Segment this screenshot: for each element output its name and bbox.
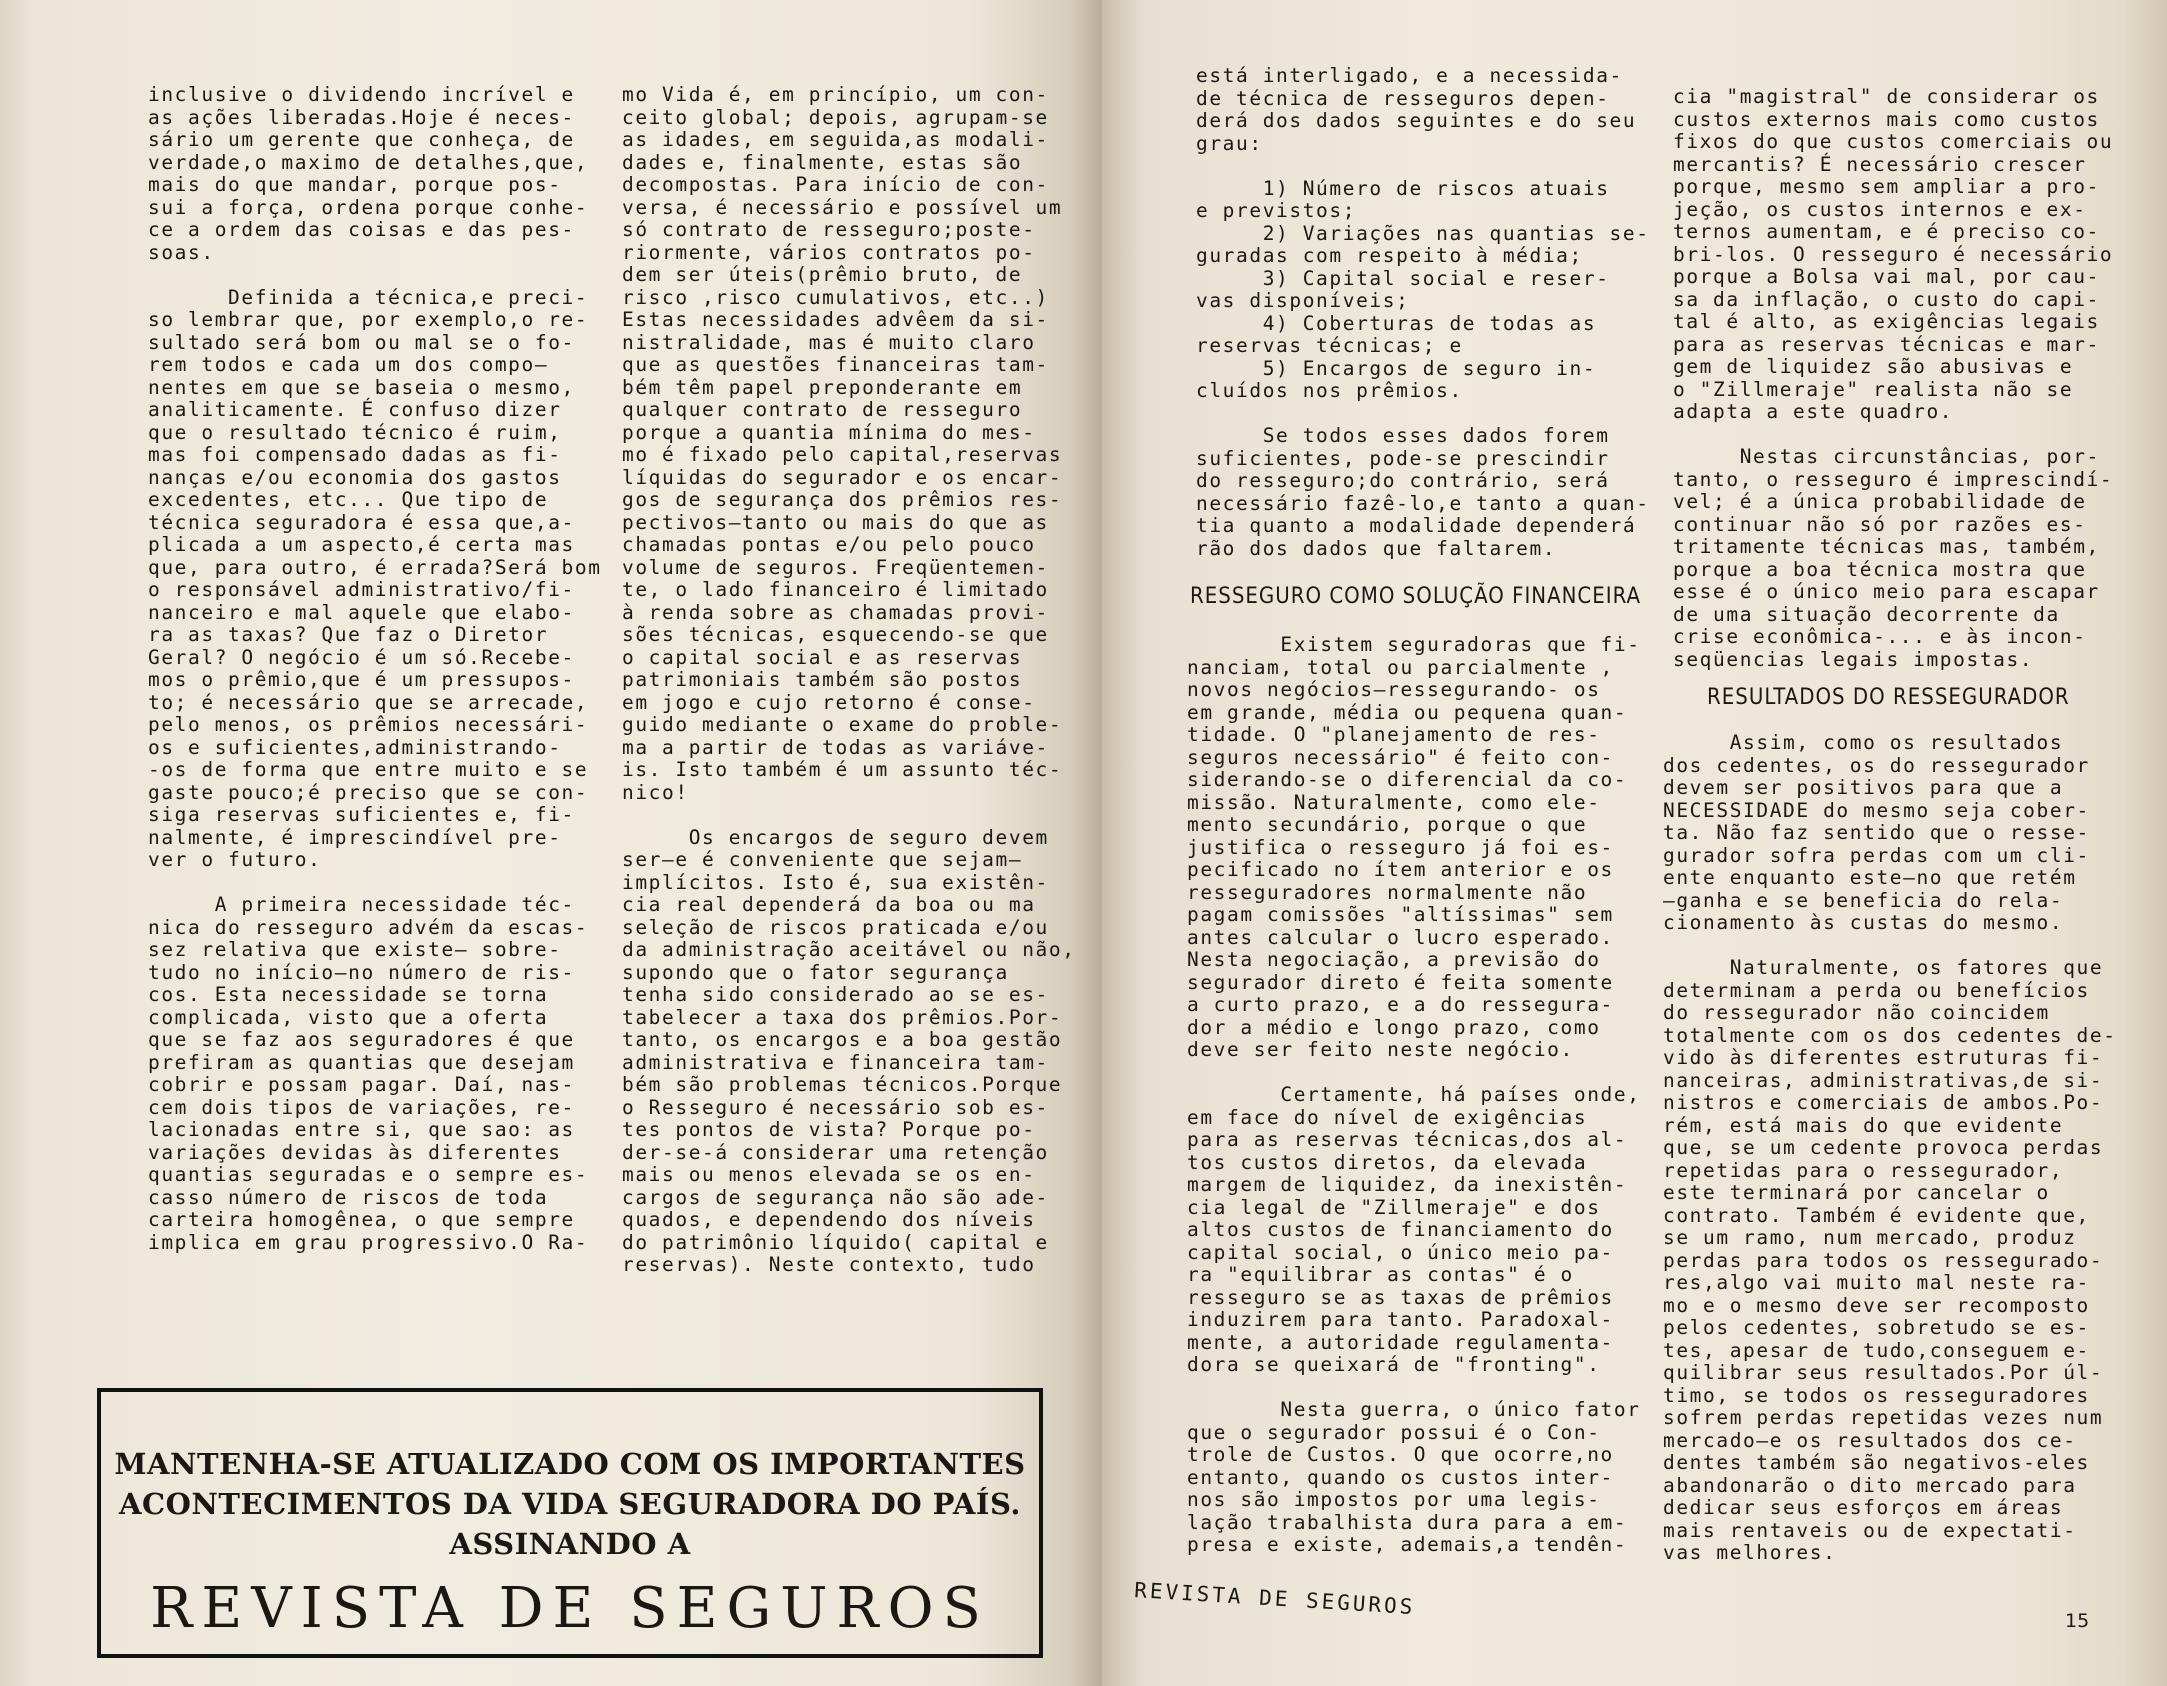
- text-column-3-bottom: Existem seguradoras que fi- nanciam, total ou parcialmente , novos negócios—ressegurando- os em grande, média ou pequena quan- tidade. O "planejamento de res- seguros necessário" é feito con- siderando-se o diferencial da co- missão. Naturalmente, como ele- mento secundário, porque o que justifica o resseguro já foi es- pecificado no ítem anterior e os resseguradores normalmente não pagam comissões "altíssimas" sem antes calcular o lucro esperado. Nesta negociação, a previsão do segurador direto é feita somente a curto prazo, e a do ressegura- dor a médio e longo prazo, como deve ser feito neste negócio. Certamente, há países onde, em face do nível de exigências para as reservas técnicas,dos al- tos custos diretos, da elevada margem de liquidez, da inexistên- cia legal de "Zillmeraje" e dos altos custos de financiamento do capital social, o único meio pa- ra "equilibrar as contas" é o resseguro se as taxas de prêmios induzirem para tanto. Paradoxal- mente, a autoridade regulamenta- dora se queixará de "fronting". Nesta guerra, o único fator que o segurador possui é o Con- trole de Custos. O que ocorre,no entanto, quando os custos inter- nos são impostos por uma legis- lação trabalhista dura para a em- presa e existe, ademais,a tendên-: [1187, 633, 1641, 1556]
- text-column-2: mo Vida é, em princípio, um con- ceito global; depois, agrupam-se as idades, em seguida,as modali- dades e, finalmente, estas são decompostas. Para início de con- versa, é necessário e possível um só contrato de resseguro;poste- riormente, vários contratos po- dem ser úteis(prêmio bruto, de risco ,risco cumulativos, etc..) Estas necessidades advêem da si- nistralidade, mas é muito claro que as questões financeiras tam- bém têm papel preponderante em qualquer contrato de resseguro porque a quantia mínima do mes- mo é fixado pelo capital,reservas líquidas do segurador e os encar- gos de segurança dos prêmios res- pectivos—tanto ou mais do que as chamadas pontas e/ou pelo pouco volume de seguros. Freqüentemen- te, o lado financeiro é limitado à renda sobre as chamadas provi- sões técnicas, esquecendo-se que o capital social e as reservas patrimoniais também são postos em jogo e cujo retorno é conse- guido mediante o exame do proble- ma a partir de todas as variáve- is. Isto também é um assunto téc- nico! Os encargos de seguro devem ser—e é conveniente que sejam— implícitos. Isto é, sua existên- cia real dependerá da boa ou ma seleção de riscos praticada e/ou da administração aceitável ou não, supondo que o fator segurança tenha sido considerado ao se es- tabelecer a taxa dos prêmios.Por- tanto, os encargos e a boa gestão administrativa e financeira tam- bém são problemas técnicos.Porque o Resseguro é necessário sob es- tes pontos de vista? Porque po- der-se-á considerar uma retenção mais ou menos elevada se os en- cargos de segurança não são ade- quados, e dependendo dos níveis do patrimônio líquido( capital e reservas). Neste contexto, tudo: [622, 83, 1076, 1276]
- subscription-ad-box: [97, 1388, 1043, 1658]
- ad-line-3: ASSINANDO A: [449, 1527, 691, 1561]
- text-column-4-top: cia "magistral" de considerar os custos externos mais como custos fixos do que custos comerciais ou mercantis? É necessário crescer porque, mesmo sem ampliar a pro- jeção, os custos internos e ex- ternos aumentam, e é preciso co- bri-los. O resseguro é necessário porque a Bolsa vai mal, por cau- sa da inflação, o custo do capi- tal é alto, as exigências legais para as reservas técnicas e mar- gem de liquidez são abusivas e o "Zillmeraje" realista não se adapta a este quadro. Nestas circunstâncias, por- tanto, o resseguro é imprescindí- vel; é a única probabilidade de continuar não só por razões es- tritamente técnicas mas, também, porque a boa técnica mostra que esse é o único meio para escapar de uma situação decorrente da crise econômica-... e às incon- seqüencias legais impostas.: [1673, 85, 2114, 671]
- section-heading-ressegurador: RESULTADOS DO RESSEGURADOR: [1707, 685, 2070, 710]
- ad-line-1: MANTENHA-SE ATUALIZADO COM OS IMPORTANTES: [114, 1447, 1026, 1481]
- section-heading-financeira: RESSEGURO COMO SOLUÇÃO FINANCEIRA: [1190, 584, 1641, 609]
- right-page: [1102, 0, 2167, 1686]
- page-number: 15: [2065, 1610, 2090, 1632]
- ad-magazine-title: REVISTA DE SEGUROS: [150, 1576, 990, 1641]
- text-column-4-bottom: Assim, como os resultados dos cedentes, os do ressegurador devem ser positivos para que a NECESSIDADE do mesmo seja cober- ta. Não faz sentido que o resse- gurador sofra perdas com um cli- ente enquanto este—no que retém —ganha e se beneficia do rela- cionamento às custas do mesmo. Naturalmente, os fatores que determinam a perda ou benefícios do ressegurador não coincidem totalmente com os dos cedentes de- vido às diferentes estruturas fi- nanceiras, administrativas,de si- nistros e comerciais de ambos.Po- rém, está mais do que evidente que, se um cedente provoca perdas repetidas para o ressegurador, este terminará por cancelar o contrato. Também é evidente que, se um ramo, num mercado, produz perdas para todos os ressegurado- res,algo vai muito mal neste ra- mo e o mesmo deve ser recomposto pelos cedentes, sobretudo se es- tes, apesar de tudo,conseguem e- quilibrar seus resultados.Por úl- timo, se todos os resseguradores sofrem perdas repetidas vezes num mercado—e os resultados dos ce- dentes também são negativos-eles abandonarão o dito mercado para dedicar seus esforços em áreas mais rentaveis ou de expectati- vas melhores.: [1663, 731, 2117, 1564]
- text-column-1: inclusive o dividendo incrível e as ações liberadas.Hoje é neces- sário um gerente que conheça, de verdade,o maximo de detalhes,que, mais do que mandar, porque pos- sui a força, ordena porque conhe- ce a ordem das coisas e das pes- soas. Definida a técnica,e preci- so lembrar que, por exemplo,o re- sultado será bom ou mal se o fo- rem todos e cada um dos compo— nentes em que se baseia o mesmo, analiticamente. É confuso dizer que o resultado técnico é ruim, mas foi compensado dadas as fi- nanças e/ou economia dos gastos excedentes, etc... Que tipo de técnica seguradora é essa que,a- plicada a um aspecto,é certa mas que, para outro, é errada?Será bom o responsável administrativo/fi- nanceiro e mal aquele que elabo- ra as taxas? Que faz o Diretor Geral? O negócio é um só.Recebe- mos o prêmio,que é um pressupos- to; é necessário que se arrecade, pelo menos, os prêmios necessári- os e suficientes,administrando- -os de forma que entre muito e se gaste pouco;é preciso que se con- siga reservas suficientes e, fi- nalmente, é imprescindível pre- ver o futuro. A primeira necessidade téc- nica do resseguro advém da escas- sez relativa que existe— sobre- tudo no início—no número de ris- cos. Esta necessidade se torna complicada, visto que a oferta que se faz aos seguradores é que prefiram as quantias que desejam cobrir e possam pagar. Daí, nas- cem dois tipos de variações, re- lacionadas entre si, que sao: as variações devidas às diferentes quantias seguradas e o sempre es- casso número de riscos de toda carteira homogênea, o que sempre implica em grau progressivo.O Ra-: [148, 83, 602, 1254]
- footer-masthead: REVISTA DE SEGUROS: [1133, 1578, 1417, 1620]
- text-column-3-top: está interligado, e a necessida- de técnica de resseguros depen- derá dos dados seguintes e do seu grau: 1) Número de riscos atuais e previstos; 2) Variações nas quantias se- guradas com respeito à média; 3) Capital social e reser- vas disponíveis; 4) Coberturas de todas as reservas técnicas; e 5) Encargos de seguro in- cluídos nos prêmios. Se todos esses dados forem suficientes, pode-se prescindir do resseguro;do contrário, será necessário fazê-lo,e tanto a quan- tia quanto a modalidade dependerá rão dos dados que faltarem.: [1196, 64, 1650, 560]
- ad-line-2: ACONTECIMENTOS DA VIDA SEGURADORA DO PAÍS.: [119, 1487, 1021, 1521]
